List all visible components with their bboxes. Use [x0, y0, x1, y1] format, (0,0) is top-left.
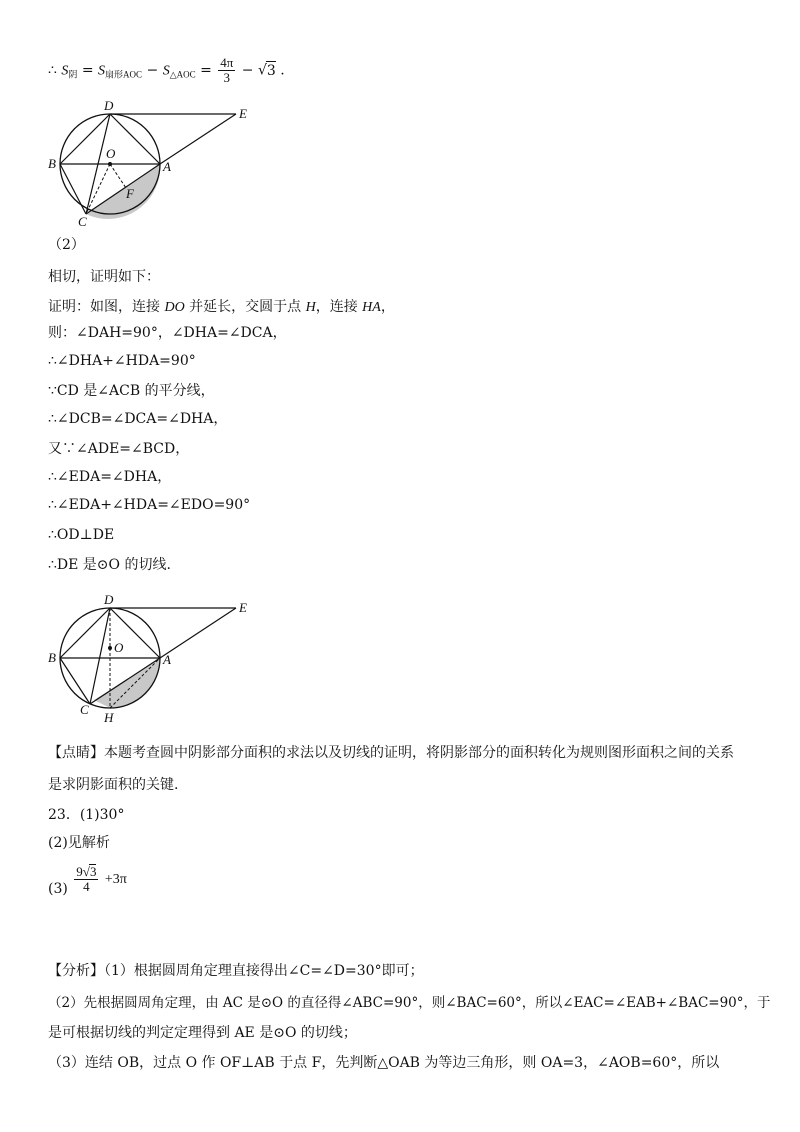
label-e: E [239, 600, 247, 615]
proof-line-2 [48, 298, 395, 317]
minus-sign: − [146, 62, 159, 79]
shaded-segment-ah [94, 658, 160, 708]
comment-line-1: 【点睛】本题考查圆中阴影部分面积的求法以及切线的证明，将阴影部分的面积转化为规则图形面积之间的关系 [48, 745, 734, 761]
proof-line-6: ∴∠DCB=∠DCA=∠DHA， [48, 411, 228, 427]
s-subscript-triangle: △AOC [169, 69, 196, 80]
text-span: ， [380, 299, 395, 315]
fraction-9root3-over-4 [74, 864, 98, 894]
comment-line-2: 是求阴影面积的关键. [48, 777, 179, 793]
sqrt-radicand: 3 [266, 62, 276, 79]
label-e: E [239, 106, 247, 121]
segment-ea [160, 114, 236, 164]
proof-line-10: ∴OD⊥DE [48, 527, 115, 543]
proof-line-7: 又∵∠ADE=∠BCD， [48, 441, 190, 457]
dashed-of [110, 164, 126, 188]
label-b: B [48, 156, 56, 171]
sqrt-icon: √ [82, 864, 90, 879]
s-symbol: S [61, 63, 69, 79]
sqrt-icon: √ [257, 62, 267, 79]
geometry-figure-1 [44, 98, 284, 228]
center-point-o [108, 646, 112, 650]
text-span: ，连接 [315, 299, 363, 315]
proof-line-4: ∴∠DHA+∠HDA=90° [48, 353, 196, 369]
text-span: 并延长，交圆于点 [184, 299, 306, 315]
label-h: H [104, 710, 114, 724]
label-o: O [106, 146, 116, 161]
segment-dc [90, 608, 110, 704]
segment-ea [160, 608, 236, 658]
label-c: C [78, 214, 87, 228]
label-o: O [114, 640, 124, 655]
label-a: A [163, 159, 171, 174]
center-point-o [108, 162, 112, 166]
part-2-label: （2） [48, 237, 85, 253]
math-h: H [305, 300, 316, 315]
q23-part2: (2)见解析 [48, 835, 110, 851]
label-a: A [163, 652, 171, 667]
s-subscript-shaded: 阴 [68, 69, 78, 80]
numerator-coefficient: 9 [76, 864, 83, 879]
analysis-line-3: 是可根据切线的判定定理得到 AE 是⊙O 的切线； [48, 1025, 357, 1041]
formula-shaded-area [48, 56, 285, 85]
fraction-4pi-over-3 [218, 56, 235, 85]
label-b: B [48, 650, 56, 665]
analysis-line-2: （2）先根据圆周角定理，由 AC 是⊙O 的直径得∠ABC=90°，则∠BAC=60°，所以∠EAC=∠EAB+∠BAC=90°，于 [48, 995, 771, 1011]
part-label: (3) [48, 881, 68, 897]
s-symbol: S [162, 63, 170, 79]
segment-bc [60, 164, 86, 214]
label-d: D [104, 98, 114, 113]
s-subscript-sector: 扇形AOC [105, 69, 143, 80]
q23-part3 [48, 864, 127, 904]
sqrt-radicand: 3 [89, 864, 97, 879]
proof-line-11: ∴DE 是⊙O 的切线. [48, 557, 171, 573]
label-f: F [126, 186, 134, 201]
analysis-line-4: （3）连结 OB，过点 O 作 OF⊥AB 于点 F，先判断△OAB 为等边三角形，则 OA=3，∠AOB=60°，所以 [48, 1055, 720, 1071]
plus-3pi: +3π [104, 872, 127, 887]
math-do: DO [164, 300, 185, 315]
proof-line-5: ∵CD 是∠ACB 的平分线， [48, 383, 215, 399]
segment-da [110, 114, 160, 164]
equals-sign: = [200, 62, 212, 79]
label-c: C [80, 702, 89, 717]
q23-part1: 23．(1)30° [48, 807, 125, 823]
proof-line-8: ∴∠EDA=∠DHA， [48, 469, 172, 485]
fraction-numerator [74, 864, 98, 880]
analysis-line-1: 【分析】（1）根据圆周角定理直接得出∠C=∠D=30°即可； [48, 963, 424, 979]
fraction-denominator: 4 [83, 879, 90, 894]
s-symbol: S [98, 63, 106, 79]
segment-bc [60, 658, 90, 704]
segment-bd [60, 608, 110, 658]
minus-sign: − [241, 62, 254, 79]
fraction-denominator: 3 [223, 70, 231, 85]
math-ha: HA [362, 300, 381, 315]
proof-line-1: 相切，证明如下： [48, 269, 160, 285]
period: . [280, 62, 285, 79]
geometry-figure-2 [44, 592, 284, 724]
text-span: 证明：如图，连接 [48, 299, 165, 315]
label-d: D [104, 592, 114, 607]
proof-line-9: ∴∠EDA+∠HDA=∠EDO=90° [48, 497, 251, 513]
fraction-numerator: 4π [220, 55, 234, 70]
therefore-symbol: ∴ [48, 62, 57, 79]
proof-line-3: 则：∠DAH=90°，∠DHA=∠DCA， [48, 325, 287, 341]
segment-bd [60, 114, 110, 164]
equals-sign: = [81, 62, 94, 79]
